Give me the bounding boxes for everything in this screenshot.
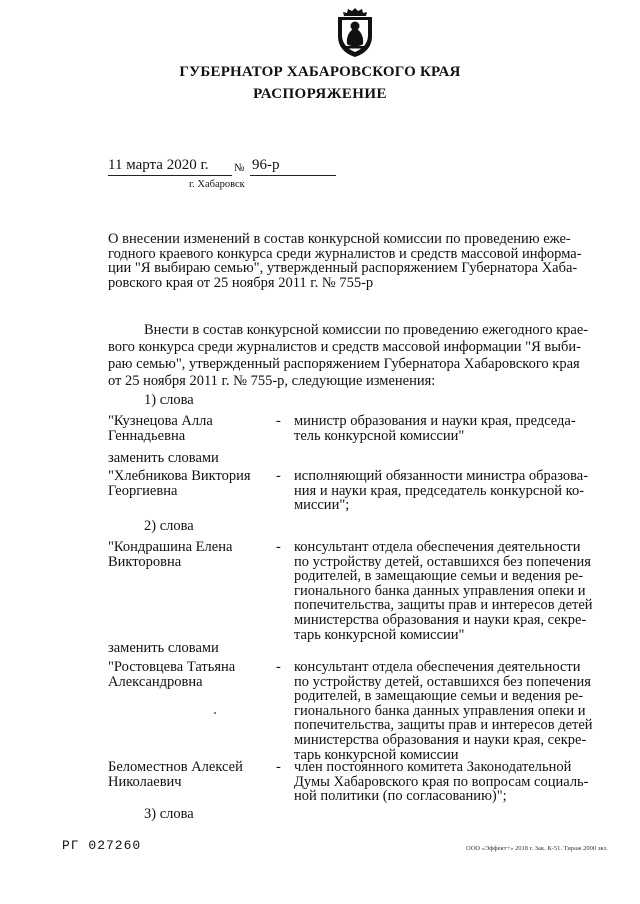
member-position-line: министерства образования и науки края, секре- — [294, 731, 587, 748]
member-name-line: Геннадьевна — [108, 427, 186, 444]
member-position-line: тарь конкурсной комиссии — [294, 746, 459, 763]
entry-dash: - — [276, 539, 281, 555]
intro-line: Внести в состав конкурсной комиссии по проведению ежегодного крае- — [144, 322, 589, 338]
member-position-line: министр образования и науки края, председа- — [294, 413, 576, 429]
document-number: 96-р — [252, 157, 280, 173]
member-position-line: миссии"; — [294, 497, 350, 514]
member-position-line: родителей, в замещающие семьи и ведения ре- — [294, 568, 584, 585]
member-name — [108, 760, 278, 789]
entry-dash: - — [276, 413, 281, 429]
city-label: г. Хабаровск — [189, 179, 245, 190]
member-position-line: тарь конкурсной комиссии" — [294, 626, 465, 643]
member-position — [294, 540, 608, 642]
replace-1-label: заменить словами — [108, 450, 219, 466]
coat-of-arms-icon — [334, 6, 376, 58]
member-position-line: консультант отдела обеспечения деятельности — [294, 539, 581, 555]
member-name-line: Александровна — [108, 673, 203, 690]
member-name-line: "Кондрашина Елена — [108, 539, 233, 555]
date-underline — [108, 175, 232, 176]
authority-title: ГУБЕРНАТОР ХАБАРОВСКОГО КРАЯ — [179, 64, 461, 80]
member-position-line: член постоянного комитета Законодательной — [294, 759, 572, 775]
member-position-line: ной политики (по согласованию)"; — [294, 788, 507, 805]
member-position — [294, 469, 608, 513]
member-position-line: гионального банка данных управления опеки и — [294, 582, 586, 599]
member-position-line: по устройству детей, оставшихся без попечения — [294, 673, 591, 690]
member-name-line: "Кузнецова Алла — [108, 413, 213, 429]
entry-dash: - — [276, 468, 281, 484]
scan-speck — [214, 712, 216, 714]
member-position-line: гионального банка данных управления опеки и — [294, 702, 586, 719]
member-name-line: Николаевич — [108, 773, 182, 790]
entry-dash: - — [276, 659, 281, 675]
member-name — [108, 469, 278, 498]
member-position — [294, 660, 608, 762]
item-1-label: 1) слова — [144, 392, 194, 408]
member-position — [294, 760, 608, 804]
member-position-line: родителей, в замещающие семьи и ведения ре- — [294, 688, 584, 705]
member-position-line: тель конкурсной комиссии" — [294, 427, 465, 444]
member-position-line: исполняющий обязанности министра образова- — [294, 468, 589, 484]
subject-line: годного краевого конкурса среди журналистов и средств массовой информа- — [108, 245, 582, 262]
subject-line: О внесении изменений в состав конкурсной комиссии по проведению еже- — [108, 231, 571, 247]
member-name — [108, 660, 278, 689]
member-position-line: ния и науки края, председатель конкурсной ко- — [294, 482, 585, 499]
member-name-line: Георгиевна — [108, 482, 178, 499]
member-name-line: "Хлебникова Виктория — [108, 468, 251, 484]
member-name-line: Беломестнов Алексей — [108, 759, 243, 775]
document-subject — [108, 232, 606, 290]
subject-line: ровского края от 25 ноября 2011 г. № 755-р — [108, 274, 374, 291]
member-position-line: попечительства, защиты прав и интересов детей — [294, 717, 593, 734]
member-position-line: министерства образования и науки края, секре- — [294, 611, 587, 628]
member-name — [108, 540, 278, 569]
intro-line: вого конкурса среди журналистов и средств массовой информации "Я выби- — [108, 339, 581, 355]
subject-line: ции "Я выбираю семью", утвержденный распоряжением Губернатора Хаба- — [108, 260, 578, 276]
form-serial-number: РГ 027260 — [62, 838, 142, 853]
intro-line: от 25 ноября 2011 г. № 755-р, следующие изменения: — [108, 373, 436, 389]
member-position-line: Думы Хабаровского края по вопросам социаль- — [294, 773, 589, 790]
number-sign: № — [234, 162, 245, 174]
replace-2-label: заменить словами — [108, 640, 219, 656]
document-date: 11 марта 2020 г. — [108, 157, 209, 173]
document-type: РАСПОРЯЖЕНИЕ — [253, 86, 387, 102]
item-2-label: 2) слова — [144, 518, 194, 534]
member-position-line: попечительства, защиты прав и интересов детей — [294, 597, 593, 614]
member-name — [108, 414, 278, 443]
intro-line: раю семью", утвержденный распоряжением Губернатора Хабаровского края — [108, 356, 580, 372]
number-underline — [250, 175, 336, 176]
member-name-line: Викторовна — [108, 553, 182, 570]
member-position — [294, 414, 608, 443]
member-position-line: по устройству детей, оставшихся без попечения — [294, 553, 591, 570]
item-3-label: 3) слова — [144, 806, 194, 822]
member-name-line: "Ростовцева Татьяна — [108, 659, 236, 675]
entry-dash: - — [276, 759, 281, 775]
printer-imprint: ООО «Эффект+» 2018 г. Зак. К-51. Тираж 2000 экз. — [466, 845, 608, 852]
intro-paragraph — [108, 322, 608, 390]
member-position-line: консультант отдела обеспечения деятельности — [294, 659, 581, 675]
